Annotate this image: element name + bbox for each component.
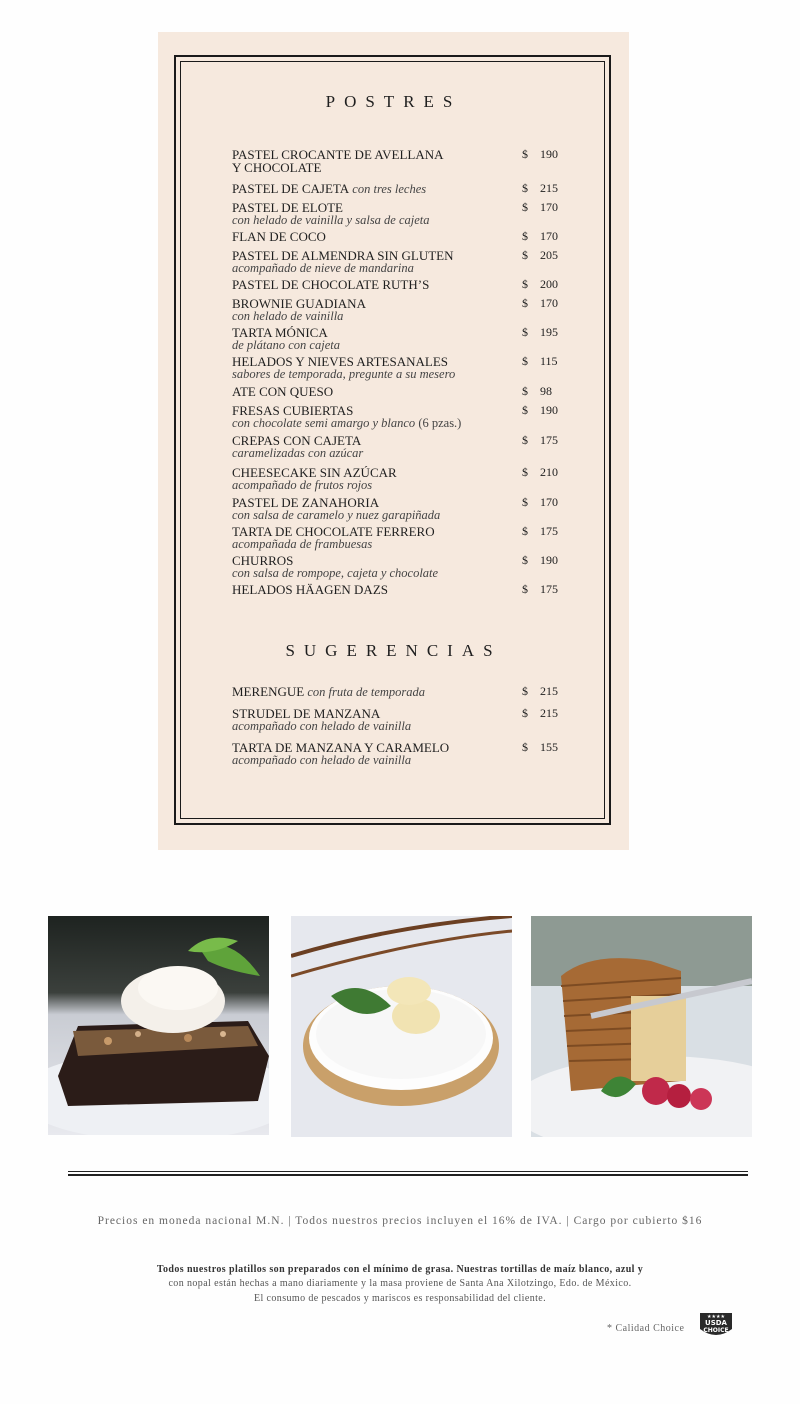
svg-text:USDA: USDA bbox=[705, 1319, 727, 1327]
item-name-line2: Y CHOCOLATE bbox=[232, 160, 322, 175]
item-description: sabores de temporada, pregunte a su mesero bbox=[232, 367, 456, 381]
item-price: $ 175 bbox=[522, 433, 558, 447]
item-price: $ 155 bbox=[522, 740, 558, 754]
item-description: acompañado con helado de vainilla bbox=[232, 753, 412, 767]
menu-item bbox=[232, 385, 572, 398]
menu-item bbox=[232, 554, 572, 579]
item-price: $ 115 bbox=[522, 354, 558, 368]
calidad-choice: * Calidad Choice bbox=[607, 1323, 685, 1334]
menu-item bbox=[232, 182, 572, 196]
menu-item bbox=[232, 685, 572, 699]
item-name: HELADOS Y NIEVES ARTESANALES bbox=[232, 354, 449, 369]
usda-choice-logo bbox=[697, 1309, 735, 1339]
item-description: acompañado de nieve de mandarina bbox=[232, 261, 414, 275]
menu-item bbox=[232, 297, 572, 322]
item-name: TARTA DE MANZANA Y CARAMELO bbox=[232, 740, 450, 755]
svg-text:CHOICE: CHOICE bbox=[703, 1327, 729, 1334]
item-inline-description: con tres leches bbox=[349, 182, 427, 196]
item-price: $ 210 bbox=[522, 465, 558, 479]
banana-tart-photo bbox=[291, 916, 512, 1137]
item-description: con helado de vainilla bbox=[232, 309, 344, 323]
item-name: STRUDEL DE MANZANA bbox=[232, 706, 381, 721]
item-name: PASTEL DE CAJETA con tres leches bbox=[232, 181, 427, 196]
item-name: PASTEL DE CHOCOLATE RUTH’S bbox=[232, 277, 430, 292]
postres-title: POSTRES bbox=[325, 92, 462, 111]
menu-item bbox=[232, 525, 572, 550]
item-price: $ 200 bbox=[522, 277, 558, 291]
prices-note: Precios en moneda nacional M.N. | Todos nuestros precios incluyen el 16% de IVA. | Cargo por cubierto $16 bbox=[97, 1215, 703, 1227]
divider-bottom bbox=[68, 1174, 748, 1176]
item-price: $ 175 bbox=[522, 582, 558, 596]
item-description: caramelizadas con azúcar bbox=[232, 446, 364, 460]
item-name: CREPAS CON CAJETA bbox=[232, 433, 362, 448]
item-description: con chocolate semi amargo y blanco (6 pzas.) bbox=[232, 416, 462, 430]
item-name: TARTA DE CHOCOLATE FERRERO bbox=[232, 524, 435, 539]
menu-item bbox=[232, 741, 572, 766]
menu-item bbox=[232, 496, 572, 521]
item-name: ATE CON QUESO bbox=[232, 384, 334, 399]
menu-item bbox=[232, 249, 572, 274]
item-description: acompañada de frambuesas bbox=[232, 537, 373, 551]
item-name: PASTEL DE ALMENDRA SIN GLUTEN bbox=[232, 248, 454, 263]
menu-item bbox=[232, 583, 572, 596]
item-price: $ 170 bbox=[522, 296, 558, 310]
item-price: $ 195 bbox=[522, 325, 558, 339]
seafood-note: El consumo de pescados y mariscos es responsabilidad del cliente. bbox=[253, 1293, 547, 1304]
item-description: con helado de vainilla y salsa de cajeta bbox=[232, 213, 430, 227]
item-description: acompañado de frutos rojos bbox=[232, 478, 373, 492]
item-inline-description: con fruta de temporada bbox=[304, 685, 426, 699]
item-price: $ 170 bbox=[522, 495, 558, 509]
item-price: $ 205 bbox=[522, 248, 558, 262]
item-name: PASTEL DE ELOTE bbox=[232, 200, 343, 215]
item-name: PASTEL CROCANTE DE AVELLANA bbox=[232, 147, 444, 162]
menu-card bbox=[158, 32, 629, 850]
item-description: con salsa de caramelo y nuez garapiñada bbox=[232, 508, 441, 522]
menu-item bbox=[232, 355, 572, 380]
brownie-photo bbox=[48, 916, 269, 1135]
menu-item bbox=[232, 466, 572, 491]
item-name: CHURROS bbox=[232, 553, 294, 568]
item-name: CHEESECAKE SIN AZÚCAR bbox=[232, 465, 397, 480]
menu-item bbox=[232, 148, 572, 174]
item-price: $ 170 bbox=[522, 229, 558, 243]
svg-text:★★★★: ★★★★ bbox=[707, 1314, 725, 1320]
item-description: acompañado con helado de vainilla bbox=[232, 719, 412, 733]
grease-note: Todos nuestros platillos son preparados con el mínimo de grasa. Nuestras tortillas de maíz blanco, azul y bbox=[156, 1264, 644, 1275]
item-name: MERENGUE con fruta de temporada bbox=[232, 684, 426, 699]
item-price: $ 215 bbox=[522, 684, 558, 698]
tortilla-note: con nopal están hechas a mano diariamente y la masa proviene de Santa Ana Xilotzingo, Edo. de México. bbox=[168, 1278, 632, 1289]
item-description: con salsa de rompope, cajeta y chocolate bbox=[232, 566, 439, 580]
menu-item bbox=[232, 278, 572, 291]
caramel-cake-photo bbox=[531, 916, 752, 1137]
item-price: $ 190 bbox=[522, 147, 558, 161]
menu-item bbox=[232, 707, 572, 732]
menu-item bbox=[232, 326, 572, 351]
item-price: $ 215 bbox=[522, 181, 558, 195]
item-price: $ 175 bbox=[522, 524, 558, 538]
item-price: $ 190 bbox=[522, 553, 558, 567]
menu-item bbox=[232, 404, 572, 429]
item-name: PASTEL DE ZANAHORIA bbox=[232, 495, 380, 510]
sugerencias-title: SUGERENCIAS bbox=[285, 641, 502, 660]
item-price: $ 215 bbox=[522, 706, 558, 720]
item-name: FLAN DE COCO bbox=[232, 229, 326, 244]
menu-item bbox=[232, 201, 572, 226]
item-name: HELADOS HÄAGEN DAZS bbox=[232, 582, 388, 597]
divider-top bbox=[68, 1171, 748, 1172]
item-name: BROWNIE GUADIANA bbox=[232, 296, 366, 311]
item-name: TARTA MÓNICA bbox=[232, 325, 328, 340]
item-price: $ 190 bbox=[522, 403, 558, 417]
item-price: $ 98 bbox=[522, 384, 552, 398]
menu-item bbox=[232, 230, 572, 243]
item-description: de plátano con cajeta bbox=[232, 338, 340, 352]
item-name: FRESAS CUBIERTAS bbox=[232, 403, 354, 418]
item-price: $ 170 bbox=[522, 200, 558, 214]
menu-item bbox=[232, 434, 572, 459]
